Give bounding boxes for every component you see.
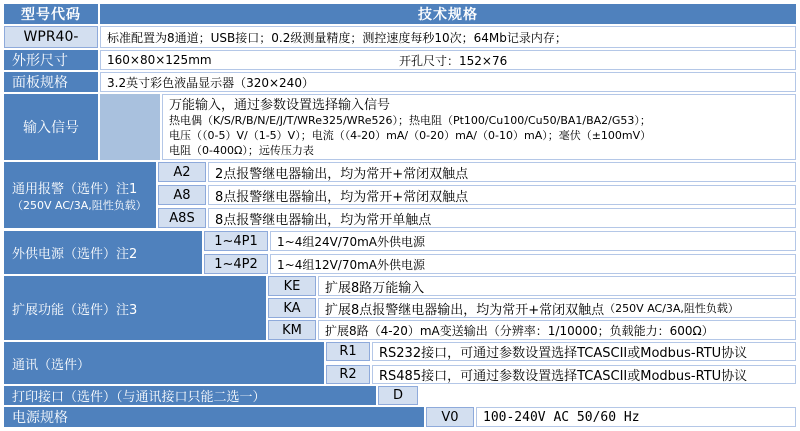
power-out-code-p1: 1~4P1 <box>204 231 268 251</box>
input-label: 输入信号 <box>4 94 98 160</box>
alarm-code-a8s: A8S <box>158 208 206 228</box>
panel-label: 面板规格 <box>4 72 98 92</box>
alarm-label: 通用报警（选件）注1 <box>12 181 138 197</box>
hole-size: 开孔尺寸：152×76 <box>399 53 508 68</box>
input-line-4: 电阻（0-400Ω）；远传压力表 <box>169 143 314 157</box>
print-label: 打印接口（选件）（与通讯接口只能二选一） <box>4 386 376 405</box>
ext-note-ka: （250V AC/3A,阻性负载） <box>604 302 739 315</box>
power-out-label: 外供电源（选件）注2 <box>4 231 202 274</box>
print-code: D <box>378 386 418 405</box>
ext-desc-ke: 扩展8路万能输入 <box>318 276 796 296</box>
input-line-2: 热电偶（K/S/R/B/N/E/J/T/WRe325/WRe526）；热电阻（Pt100/Cu100/Cu50/BA1/BA2/G53）； <box>169 113 651 127</box>
alarm-desc-a8: 8点报警继电器输出，均为常开+常闭双触点 <box>208 185 796 205</box>
ext-code-km: KM <box>268 320 316 340</box>
input-line-3: 电压（（0-5）V/（1-5）V）；电流（（4-20）mA/（0-20）mA/（0-10）mA）；毫伏（±100mV） <box>169 128 652 142</box>
power-out-desc-p2: 1~4组12V/70mA外供电源 <box>270 254 796 274</box>
input-line-1: 万能输入，通过参数设置选择输入信号 <box>169 97 391 113</box>
comm-desc-r2: RS485接口，可通过参数设置选择TCASCII或Modbus-RTU协议 <box>372 365 796 384</box>
alarm-sub: （250V AC/3A,阻性负载） <box>12 198 147 212</box>
ext-desc-ka: 扩展8点报警继电器输出，均为常开+常闭双触点 <box>325 302 605 318</box>
ext-desc-km: 扩展8路（4-20）mA变送输出（分辨率：1/10000；负载能力：600Ω） <box>318 320 796 340</box>
alarm-label-block <box>4 162 156 228</box>
header-model-code: 型号代码 <box>4 4 98 24</box>
input-spacer <box>100 94 160 160</box>
alarm-desc-a2: 2点报警继电器输出，均为常开+常闭双触点 <box>208 162 796 182</box>
comm-code-r2: R2 <box>326 365 370 384</box>
power-label: 电源规格 <box>4 407 424 427</box>
ext-code-ka: KA <box>268 298 316 318</box>
size-label: 外形尺寸 <box>4 50 98 70</box>
power-out-code-p2: 1~4P2 <box>204 254 268 274</box>
alarm-desc-a8s: 8点报警继电器输出，均为常开单触点 <box>208 208 796 228</box>
alarm-code-a8: A8 <box>158 185 206 205</box>
size-value: 160×80×125mm <box>107 53 212 67</box>
power-value: 100-240V AC 50/60 Hz <box>476 407 796 427</box>
comm-label: 通讯（选件） <box>4 342 324 384</box>
power-code: V0 <box>426 407 474 427</box>
model-code: WPR40- <box>4 26 98 48</box>
comm-code-r1: R1 <box>326 342 370 361</box>
header-spec: 技术规格 <box>100 4 796 24</box>
ext-label: 扩展功能（选件）注3 <box>4 276 266 340</box>
input-value <box>162 94 796 160</box>
model-spec: 标准配置为8通道；USB接口；0.2级测量精度；测控速度每秒10次；64Mb记录内存； <box>100 26 796 48</box>
ext-desc-ka-row <box>318 298 796 318</box>
alarm-code-a2: A2 <box>158 162 206 182</box>
comm-desc-r1: RS232接口，可通过参数设置选择TCASCII或Modbus-RTU协议 <box>372 342 796 361</box>
ext-code-ke: KE <box>268 276 316 296</box>
size-row <box>100 50 796 70</box>
power-out-desc-p1: 1~4组24V/70mA外供电源 <box>270 231 796 251</box>
panel-value: 3.2英寸彩色液晶显示器（320×240） <box>100 72 796 92</box>
